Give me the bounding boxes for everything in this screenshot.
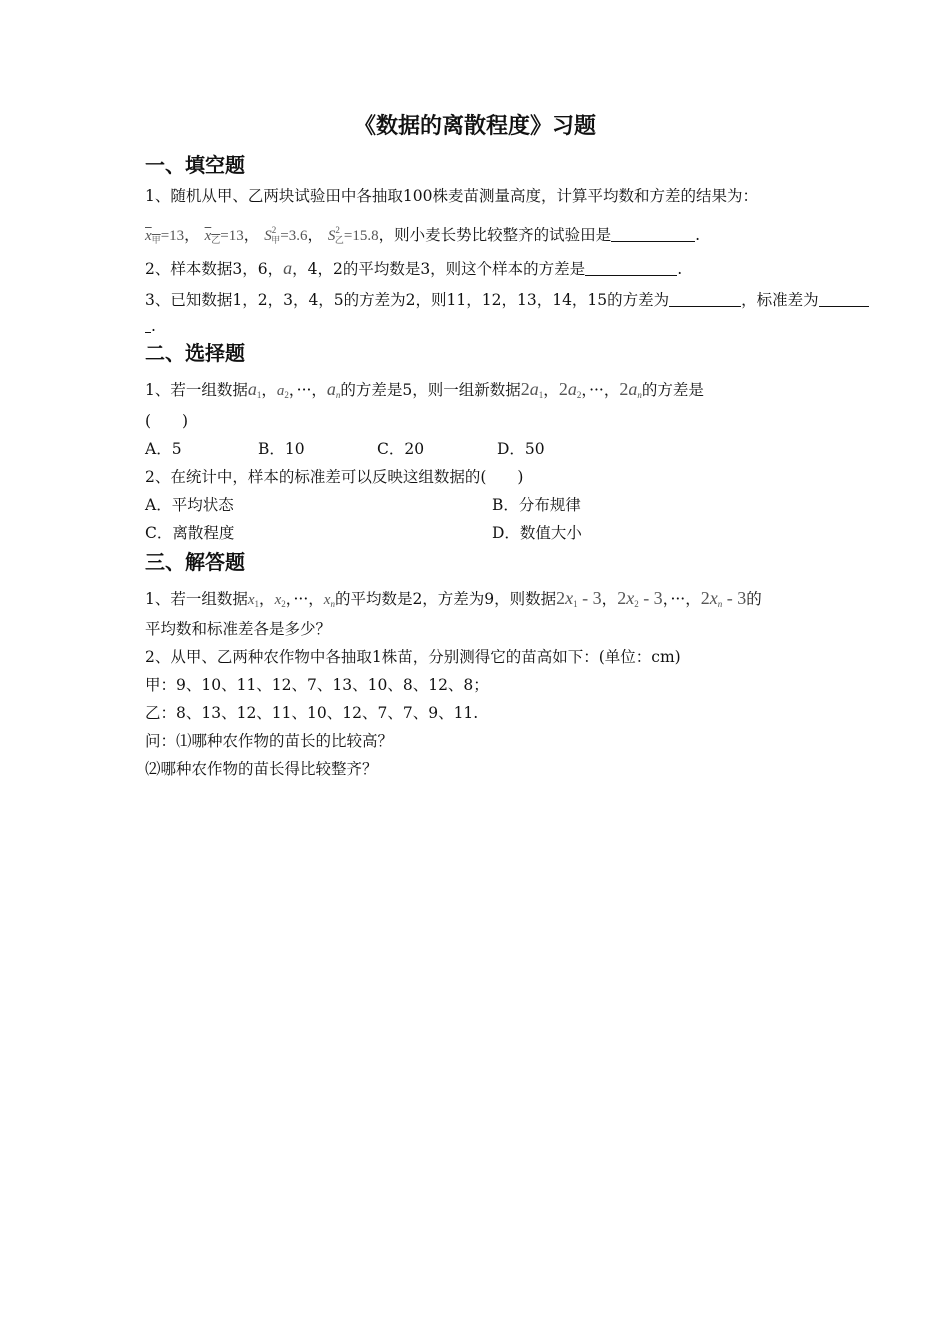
fill-q2-post: ，4，2的平均数是3，则这个样本的方差是 [292,260,586,278]
choice-q2-option-d[interactable]: D．数值大小 [492,524,582,542]
comma: ， [184,226,200,244]
ellipsis: ，···， [285,590,324,608]
variance-s-yi: $S^2_乙$ [327,225,344,245]
choice-q1-option-d[interactable]: D．50 [497,440,545,458]
answer-q2-jia-data: 甲：9、10、11、12、7、13、10、8、12、8； [145,676,489,694]
comma: ， [259,590,275,608]
variance-yi-value: =15.8 [343,228,379,244]
2x2-3: $2x_2 - 3$ [617,588,663,609]
variable-a: a [283,258,293,278]
answer-q2-yi-data: 乙：8、13、12、11、10、12、7、7、9、11. [145,704,479,722]
2x1-3: $2x_1 - 3$ [556,588,602,609]
comma: ， [307,226,323,244]
choice-q1-option-a[interactable]: A．5 [145,440,182,458]
choice-q1-tail: 的方差是 [641,381,704,399]
choice-q2-line: 2、在统计中，样本的标准差可以反映这组数据的( ) [145,468,524,486]
section-fill-heading: 一、填空题 [145,153,245,177]
section-choice-heading: 二、选择题 [145,341,245,365]
fill-q1-line1: 1、随机从甲、乙两块试验田中各抽取100株麦苗测量高度，计算平均数和方差的结果为： [145,187,758,205]
x1: $x_1$ [247,592,260,609]
comma: ， [243,226,260,244]
fill-q1-tail: ，则小麦长势比较整齐的试验田是 [378,226,612,244]
fill-q2-line [145,258,682,279]
page-title: 《数据的离散程度》习题 [353,114,596,139]
answer-q2-line1: 2、从甲、乙两种农作物中各抽取1株苗，分别测得它的苗高如下：(单位：cm) [145,648,681,666]
answer-q2-question1: 问：⑴哪种农作物的苗长的比较高？ [145,732,394,750]
2a1: $2a_1$ [520,379,544,400]
a1: $a_1$ [247,379,262,400]
2an: 2an [619,379,642,400]
choice-q2-option-c[interactable]: C．离散程度 [145,524,235,542]
choice-q1-option-c[interactable]: C．20 [377,440,425,458]
x2: $x_2$ [274,592,286,609]
fill-q3-line1 [145,290,869,310]
choice-q2-option-a[interactable]: A．平均状态 [145,496,234,514]
comma: ， [261,381,277,399]
comma: ， [543,381,559,399]
comma: ， [601,590,618,608]
answer-blank[interactable] [819,290,869,307]
answer-blank[interactable] [585,259,677,276]
mean-yi-value: =13 [220,228,244,244]
ellipsis: ，···， [288,381,327,399]
fill-q2-pre: 2、样本数据3，6， [145,260,284,278]
fill-q3-line2 [145,316,156,336]
fill-q3-text: 3、已知数据1，2，3，4，5的方差为2，则11，12，13，14，15的方差为 [145,291,670,309]
choice-q1-mid: 的方差是5，则一组新数据 [340,381,521,399]
period: . [695,226,701,244]
period: . [677,260,683,278]
mean-x-yi: $x_乙$ [204,228,221,245]
choice-q1-pre: 1、若一组数据 [145,381,248,399]
variance-s-jia: $S^2_甲$ [264,225,281,245]
answer-q1-pre: 1、若一组数据 [145,590,248,608]
answer-q1-line2: 平均数和标准差各是多少？ [145,620,332,638]
answer-q1-mid: 的平均数是2，方差为9，则数据 [334,590,557,608]
answer-q1-line1 [145,588,762,614]
choice-q1-option-b[interactable]: B．10 [258,440,305,458]
answer-blank[interactable] [611,225,695,242]
mean-jia-value: =13 [160,228,185,244]
an: an [326,379,341,400]
fill-q1-line2 [145,220,700,250]
2xn-3: 2xn - 3 [700,588,747,609]
choice-q1-paren: ( ) [145,412,189,430]
mean-x-jia: $x_甲$ [145,228,161,245]
ellipsis: ，···， [581,381,620,399]
xn: $x_n$ [323,592,335,609]
choice-q1-line1 [145,379,704,405]
2a2: $2a_2$ [558,379,582,400]
answer-q1-tail: 的 [746,590,762,608]
period: . [151,317,156,335]
ellipsis: ，···， [662,590,701,608]
choice-q2-option-b[interactable]: B．分布规律 [492,496,581,514]
fill-q3-mid: ，标准差为 [741,291,819,309]
answer-blank[interactable] [669,290,741,307]
answer-q2-question2: ⑵哪种农作物的苗长得比较整齐？ [145,760,378,778]
section-answer-heading: 三、解答题 [145,550,245,574]
a2: $a_2$ [276,383,289,400]
variance-jia-value: =3.6 [280,228,308,244]
